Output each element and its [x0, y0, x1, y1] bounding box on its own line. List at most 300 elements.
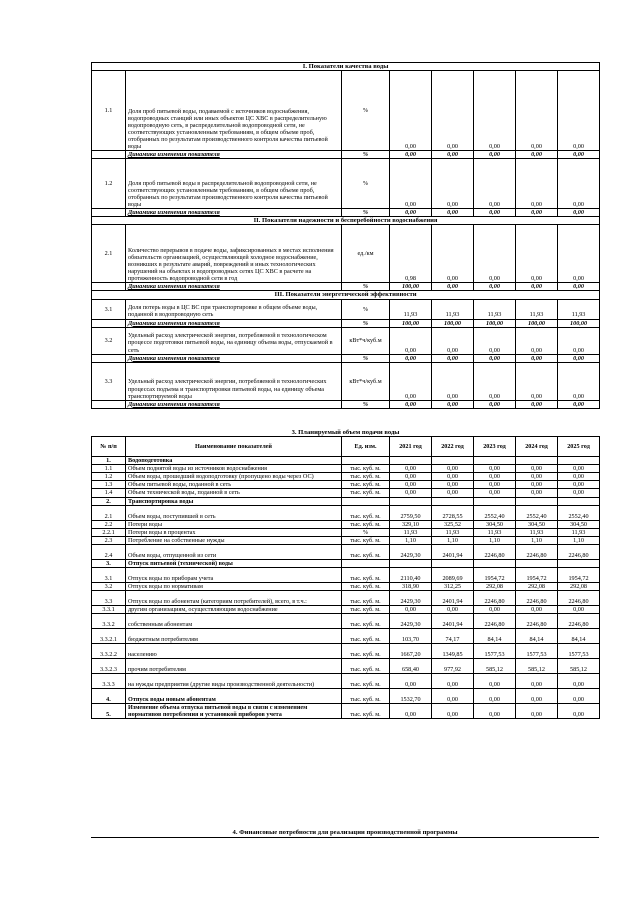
- indicator-name: собственным абонентам: [126, 614, 342, 629]
- unit: [342, 497, 390, 505]
- value-2021: 2429,30: [390, 614, 432, 629]
- unit: тыс. куб. м.: [342, 568, 390, 583]
- group-row: [92, 559, 600, 567]
- value-2024: 0,00: [516, 151, 558, 159]
- value-2023: 84,14: [474, 629, 516, 644]
- value-2022: 0,00: [432, 71, 474, 151]
- table-row: [92, 659, 600, 674]
- value-2025: 0,00: [558, 689, 600, 704]
- value-2021: 329,10: [390, 520, 432, 528]
- indicator-row: [92, 299, 600, 319]
- header-year-2023: 2023 год: [474, 437, 516, 457]
- value-2022: 100,00: [432, 319, 474, 327]
- value-2023: 0,00: [474, 689, 516, 704]
- value-2025: 0,00: [558, 473, 600, 481]
- unit: кВт*ч/куб.м: [342, 327, 390, 354]
- unit: тыс. куб. м.: [342, 674, 390, 689]
- value-2024: 0,00: [516, 71, 558, 151]
- value-2021: 2759,50: [390, 505, 432, 520]
- section-title: I. Показатели качества воды: [92, 63, 600, 71]
- value-2024: 11,93: [516, 299, 558, 319]
- unit: тыс. куб. м.: [342, 544, 390, 559]
- indicator-name: бюджетным потребителям: [126, 629, 342, 644]
- value-2023: 100,00: [474, 319, 516, 327]
- table-row: [92, 629, 600, 644]
- row-number: 2.2.1: [92, 528, 126, 536]
- group-row: [92, 457, 600, 465]
- unit: [342, 559, 390, 567]
- value-2021: 11,93: [390, 299, 432, 319]
- value-2024: 100,00: [516, 319, 558, 327]
- unit: тыс. куб. м.: [342, 489, 390, 497]
- value-2022: 0,00: [432, 400, 474, 408]
- value-2025: 292,08: [558, 583, 600, 591]
- indicator-name: Транспортировка воды: [126, 497, 342, 505]
- value-2024: 0,00: [516, 674, 558, 689]
- dynamics-row: [92, 209, 600, 217]
- value-2021: 658,40: [390, 659, 432, 674]
- header-year-2021: 2021 год: [390, 437, 432, 457]
- row-number: 2.1: [92, 225, 126, 283]
- row-number: 2.2: [92, 520, 126, 528]
- section-4-title: 4. Финансовые потребности для реализации производственной программы: [232, 829, 458, 836]
- value-2021: 0,00: [390, 489, 432, 497]
- table-row: [92, 614, 600, 629]
- value-2024: 2246,80: [516, 544, 558, 559]
- value-2025: 1954,72: [558, 568, 600, 583]
- row-number: 2.4: [92, 544, 126, 559]
- unit: тыс. куб. м.: [342, 473, 390, 481]
- dynamics-row: [92, 400, 600, 408]
- value-2025: 0,00: [558, 71, 600, 151]
- indicator-name: населению: [126, 644, 342, 659]
- value-2024: 585,12: [516, 659, 558, 674]
- table-row: [92, 465, 600, 473]
- indicator-name: Потребление на собственные нужды: [126, 536, 342, 544]
- value-2024: [516, 457, 558, 465]
- value-2023: 0,00: [474, 481, 516, 489]
- indicator-name: Удельный расход электрической энергии, потребляемой в технологическом процессе подготовки питьевой воды, на единицу объема воды, отпускаемой в сеть: [126, 327, 342, 354]
- table-row: [92, 591, 600, 606]
- value-2023: 0,00: [474, 465, 516, 473]
- row-number: 1.3: [92, 481, 126, 489]
- value-2021: 0,00: [390, 400, 432, 408]
- value-2023: 0,00: [474, 674, 516, 689]
- unit: [342, 457, 390, 465]
- value-2025: 304,50: [558, 520, 600, 528]
- value-2025: 11,93: [558, 528, 600, 536]
- row-number: 3.2: [92, 583, 126, 591]
- dynamics-label: Динамика изменения показателя: [126, 151, 342, 159]
- indicator-name: Отпуск воды по нормативам: [126, 583, 342, 591]
- indicator-name: Изменение объема отпуска питьевой воды в связи с изменением нормативов потребления и установкой приборов учета: [126, 704, 342, 719]
- value-2021: 318,90: [390, 583, 432, 591]
- value-2025: 0,00: [558, 362, 600, 400]
- value-2025: 0,00: [558, 283, 600, 291]
- row-number: 5.: [92, 704, 126, 719]
- value-2024: 0,00: [516, 159, 558, 209]
- value-2024: 11,93: [516, 528, 558, 536]
- unit: ед./км: [342, 225, 390, 283]
- row-number: 4.: [92, 689, 126, 704]
- value-2022: [432, 559, 474, 567]
- value-2023: 1,10: [474, 536, 516, 544]
- row-number: 3.3: [92, 362, 126, 400]
- unit: тыс. куб. м.: [342, 614, 390, 629]
- row-number: 1.4: [92, 489, 126, 497]
- value-2021: 0,00: [390, 473, 432, 481]
- indicator-row: [92, 71, 600, 151]
- unit: тыс. куб. м.: [342, 659, 390, 674]
- indicator-name: Отпуск воды по абонентам (категориям потребителей), всего, в т.ч.:: [126, 591, 342, 606]
- value-2023: 2552,40: [474, 505, 516, 520]
- table-row: [92, 544, 600, 559]
- unit: тыс. куб. м.: [342, 644, 390, 659]
- value-2022: 0,00: [432, 689, 474, 704]
- group-row: [92, 497, 600, 505]
- value-2022: 0,00: [432, 489, 474, 497]
- value-2023: 11,93: [474, 299, 516, 319]
- unit: %: [342, 283, 390, 291]
- unit: %: [342, 319, 390, 327]
- value-2024: 2246,80: [516, 591, 558, 606]
- header-name: Наименование показателей: [126, 437, 342, 457]
- value-2022: 0,00: [432, 159, 474, 209]
- value-2022: 0,00: [432, 606, 474, 614]
- dynamics-row: [92, 283, 600, 291]
- value-2024: 0,00: [516, 354, 558, 362]
- row-number: 3.3.2: [92, 614, 126, 629]
- value-2025: 84,14: [558, 629, 600, 644]
- value-2021: 0,00: [390, 465, 432, 473]
- indicator-name: прочим потребителям: [126, 659, 342, 674]
- indicator-name: Доля проб питьевой воды в распределительной водопроводной сети, не соответствующих установленным требованиям, в общем объеме проб, отобранных по результатам производственного контроля качества питьевой воды: [126, 159, 342, 209]
- dynamics-label: Динамика изменения показателя: [126, 209, 342, 217]
- value-2025: 1,10: [558, 536, 600, 544]
- indicator-name: Объем воды, поступившей в сеть: [126, 505, 342, 520]
- value-2025: 2246,80: [558, 544, 600, 559]
- table-row: [92, 583, 600, 591]
- value-2021: 0,00: [390, 674, 432, 689]
- unit: тыс. куб. м.: [342, 704, 390, 719]
- value-2024: 0,00: [516, 689, 558, 704]
- indicator-name: Отпуск воды по приборам учета: [126, 568, 342, 583]
- value-2024: 0,00: [516, 473, 558, 481]
- table-title-row: [92, 429, 600, 437]
- indicator-row: [92, 225, 600, 283]
- value-2025: 1577,53: [558, 644, 600, 659]
- value-2023: 0,00: [474, 327, 516, 354]
- value-2022: [432, 497, 474, 505]
- value-2021: [390, 457, 432, 465]
- value-2022: 0,00: [432, 481, 474, 489]
- table-row: [92, 568, 600, 583]
- value-2022: 0,00: [432, 362, 474, 400]
- value-2025: 11,93: [558, 299, 600, 319]
- header-number: № п/п: [92, 437, 126, 457]
- value-2021: 2429,30: [390, 591, 432, 606]
- table-row: [92, 520, 600, 528]
- value-2025: 585,12: [558, 659, 600, 674]
- value-2024: 0,00: [516, 481, 558, 489]
- value-2025: 0,00: [558, 606, 600, 614]
- dynamics-row: [92, 354, 600, 362]
- value-2023: 0,00: [474, 159, 516, 209]
- value-2021: 0,00: [390, 481, 432, 489]
- value-2024: 0,00: [516, 489, 558, 497]
- value-2025: 2246,80: [558, 591, 600, 606]
- value-2024: 1,10: [516, 536, 558, 544]
- value-2022: 0,00: [432, 704, 474, 719]
- value-2023: 0,00: [474, 71, 516, 151]
- value-2022: 0,00: [432, 354, 474, 362]
- value-2021: 0,00: [390, 704, 432, 719]
- indicator-name: Водоподготовка: [126, 457, 342, 465]
- value-2024: 0,00: [516, 400, 558, 408]
- unit: кВт*ч/куб.м: [342, 362, 390, 400]
- value-2022: 2401,94: [432, 544, 474, 559]
- section-title-row: [92, 291, 600, 299]
- value-2024: 84,14: [516, 629, 558, 644]
- dynamics-label: Динамика изменения показателя: [126, 354, 342, 362]
- table-header-row: [92, 437, 600, 457]
- value-2025: 2246,80: [558, 614, 600, 629]
- indicators-table: [91, 62, 600, 409]
- value-2022: 0,00: [432, 327, 474, 354]
- indicator-name: на нужды предприятия (другие виды производственной деятельности): [126, 674, 342, 689]
- value-2025: 0,00: [558, 354, 600, 362]
- value-2023: 585,12: [474, 659, 516, 674]
- unit: %: [342, 354, 390, 362]
- value-2024: 0,00: [516, 362, 558, 400]
- row-number: 3.1: [92, 299, 126, 319]
- value-2023: 2246,80: [474, 591, 516, 606]
- value-2025: 100,00: [558, 319, 600, 327]
- water-supply-table: [91, 429, 600, 719]
- value-2025: 2552,40: [558, 505, 600, 520]
- section-title: II. Показатели надежности и бесперебойности водоснабжения: [92, 217, 600, 225]
- value-2021: 1,10: [390, 536, 432, 544]
- value-2025: 0,00: [558, 674, 600, 689]
- value-2022: 0,00: [432, 283, 474, 291]
- value-2021: 0,00: [390, 606, 432, 614]
- value-2022: 0,00: [432, 151, 474, 159]
- indicator-name: Объем воды, прошедший водоподготовку (пропущено воды через ОС): [126, 473, 342, 481]
- value-2024: 2246,80: [516, 614, 558, 629]
- section-title-row: [92, 63, 600, 71]
- value-2025: 0,00: [558, 151, 600, 159]
- value-2024: 0,00: [516, 606, 558, 614]
- table-row: [92, 489, 600, 497]
- value-2024: 304,50: [516, 520, 558, 528]
- table-row: [92, 704, 600, 719]
- value-2025: 0,00: [558, 489, 600, 497]
- header-unit: Ед. изм.: [342, 437, 390, 457]
- dynamics-label: Динамика изменения показателя: [126, 283, 342, 291]
- value-2022: 0,00: [432, 465, 474, 473]
- value-2022: 977,92: [432, 659, 474, 674]
- row-number: 3.3.3: [92, 674, 126, 689]
- value-2023: 0,00: [474, 704, 516, 719]
- dynamics-label: Динамика изменения показателя: [126, 319, 342, 327]
- value-2021: 100,00: [390, 283, 432, 291]
- row-number: 1.1: [92, 71, 126, 151]
- value-2025: 0,00: [558, 704, 600, 719]
- value-2023: [474, 457, 516, 465]
- indicator-name: Потери воды: [126, 520, 342, 528]
- table-title: 3. Планируемый объем подачи воды: [291, 429, 400, 436]
- unit: тыс. куб. м.: [342, 689, 390, 704]
- table-row: [92, 505, 600, 520]
- value-2022: 2401,94: [432, 614, 474, 629]
- table-row: [92, 644, 600, 659]
- row-number: 3.3: [92, 591, 126, 606]
- value-2021: 100,00: [390, 319, 432, 327]
- value-2022: [432, 457, 474, 465]
- section-title-row: [92, 217, 600, 225]
- indicator-name: Объем питьевой воды, поданной в сеть: [126, 481, 342, 489]
- value-2025: [558, 497, 600, 505]
- dynamics-label: Динамика изменения показателя: [126, 400, 342, 408]
- value-2023: 1577,53: [474, 644, 516, 659]
- row-number: 3.3.2.2: [92, 644, 126, 659]
- value-2023: 0,00: [474, 362, 516, 400]
- unit: %: [342, 159, 390, 209]
- unit: тыс. куб. м.: [342, 629, 390, 644]
- indicator-name: Доля проб питьевой воды, подаваемой с источников водоснабжения, водопроводных станций или иных объектов ЦС ХВС в распределительную водопроводную сеть, в распределительной водопроводной сети, не соответствующих установленным требованиям, в общем объеме проб, отобранных по результатам производственного контроля качества питьевой воды: [126, 71, 342, 151]
- header-year-2025: 2025 год: [558, 437, 600, 457]
- value-2025: 0,00: [558, 225, 600, 283]
- value-2023: 11,93: [474, 528, 516, 536]
- value-2021: [390, 559, 432, 567]
- value-2023: 2246,80: [474, 614, 516, 629]
- value-2023: 2246,80: [474, 544, 516, 559]
- value-2023: 0,00: [474, 151, 516, 159]
- value-2021: 2110,40: [390, 568, 432, 583]
- indicator-name: Объем поднятой воды из источников водоснабжения: [126, 465, 342, 473]
- value-2024: 1954,72: [516, 568, 558, 583]
- unit: тыс. куб. м.: [342, 481, 390, 489]
- value-2023: 0,00: [474, 473, 516, 481]
- value-2023: 0,00: [474, 225, 516, 283]
- value-2025: 0,00: [558, 465, 600, 473]
- value-2023: 0,00: [474, 283, 516, 291]
- unit: %: [342, 528, 390, 536]
- value-2025: 0,00: [558, 159, 600, 209]
- value-2024: 292,08: [516, 583, 558, 591]
- value-2024: 0,00: [516, 209, 558, 217]
- row-number: 3.2: [92, 327, 126, 354]
- value-2023: 292,08: [474, 583, 516, 591]
- value-2025: [558, 457, 600, 465]
- value-2024: [516, 559, 558, 567]
- value-2025: [558, 559, 600, 567]
- value-2022: 312,25: [432, 583, 474, 591]
- unit: %: [342, 151, 390, 159]
- header-year-2022: 2022 год: [432, 437, 474, 457]
- row-number: 3.3.2.1: [92, 629, 126, 644]
- value-2021: 11,93: [390, 528, 432, 536]
- indicator-row: [92, 159, 600, 209]
- value-2025: 0,00: [558, 400, 600, 408]
- value-2022: 11,93: [432, 528, 474, 536]
- header-year-2024: 2024 год: [516, 437, 558, 457]
- value-2024: 0,00: [516, 465, 558, 473]
- value-2021: 1532,70: [390, 689, 432, 704]
- value-2021: 2429,30: [390, 544, 432, 559]
- table-row: [92, 481, 600, 489]
- indicator-name: Удельный расход электрической энергии, потребляемой в технологических процессах подъема и транспортировки питьевой воды, на единицу объема транспортируемой воды: [126, 362, 342, 400]
- value-2024: [516, 497, 558, 505]
- value-2023: 304,50: [474, 520, 516, 528]
- value-2021: 0,00: [390, 151, 432, 159]
- value-2022: 0,00: [432, 209, 474, 217]
- value-2023: [474, 497, 516, 505]
- value-2023: 0,00: [474, 489, 516, 497]
- value-2022: 1,10: [432, 536, 474, 544]
- row-number: 1.2: [92, 473, 126, 481]
- value-2022: 2089,69: [432, 568, 474, 583]
- indicator-name: Объем воды, отпущенной из сети: [126, 544, 342, 559]
- table-row: [92, 473, 600, 481]
- divider: [91, 837, 599, 838]
- indicator-name: другим организациям, осуществляющим водоснабжение: [126, 606, 342, 614]
- value-2021: 0,98: [390, 225, 432, 283]
- value-2024: 0,00: [516, 283, 558, 291]
- value-2025: 0,00: [558, 327, 600, 354]
- value-2022: 325,52: [432, 520, 474, 528]
- value-2022: 2401,94: [432, 591, 474, 606]
- row-number: 1.2: [92, 159, 126, 209]
- indicator-name: Доля потерь воды в ЦС ВС при транспортировке в общем объеме воды, поданной в водопроводную сеть: [126, 299, 342, 319]
- table-row: [92, 606, 600, 614]
- row-number: 1.1: [92, 465, 126, 473]
- value-2021: 0,00: [390, 362, 432, 400]
- value-2024: 1577,53: [516, 644, 558, 659]
- unit: %: [342, 299, 390, 319]
- row-number: 3.1: [92, 568, 126, 583]
- row-number: 3.3.2.3: [92, 659, 126, 674]
- value-2021: 1667,20: [390, 644, 432, 659]
- indicator-name: Объем технической воды, поданной в сеть: [126, 489, 342, 497]
- value-2025: 0,00: [558, 209, 600, 217]
- dynamics-row: [92, 151, 600, 159]
- indicator-row: [92, 362, 600, 400]
- unit: тыс. куб. м.: [342, 583, 390, 591]
- value-2022: 11,93: [432, 299, 474, 319]
- row-number: 3.: [92, 559, 126, 567]
- row-number: 2.: [92, 497, 126, 505]
- value-2023: 1954,72: [474, 568, 516, 583]
- row-number: 2.3: [92, 536, 126, 544]
- value-2024: 0,00: [516, 704, 558, 719]
- value-2021: 0,00: [390, 71, 432, 151]
- unit: %: [342, 209, 390, 217]
- unit: тыс. куб. м.: [342, 536, 390, 544]
- value-2023: 0,00: [474, 209, 516, 217]
- unit: тыс. куб. м.: [342, 465, 390, 473]
- unit: тыс. куб. м.: [342, 606, 390, 614]
- value-2021: 0,00: [390, 159, 432, 209]
- value-2023: [474, 559, 516, 567]
- dynamics-row: [92, 319, 600, 327]
- value-2021: 103,70: [390, 629, 432, 644]
- indicator-name: Отпуск питьевой (технической) воды: [126, 559, 342, 567]
- value-2022: 0,00: [432, 674, 474, 689]
- value-2021: 0,00: [390, 209, 432, 217]
- table-row: [92, 674, 600, 689]
- value-2022: 0,00: [432, 473, 474, 481]
